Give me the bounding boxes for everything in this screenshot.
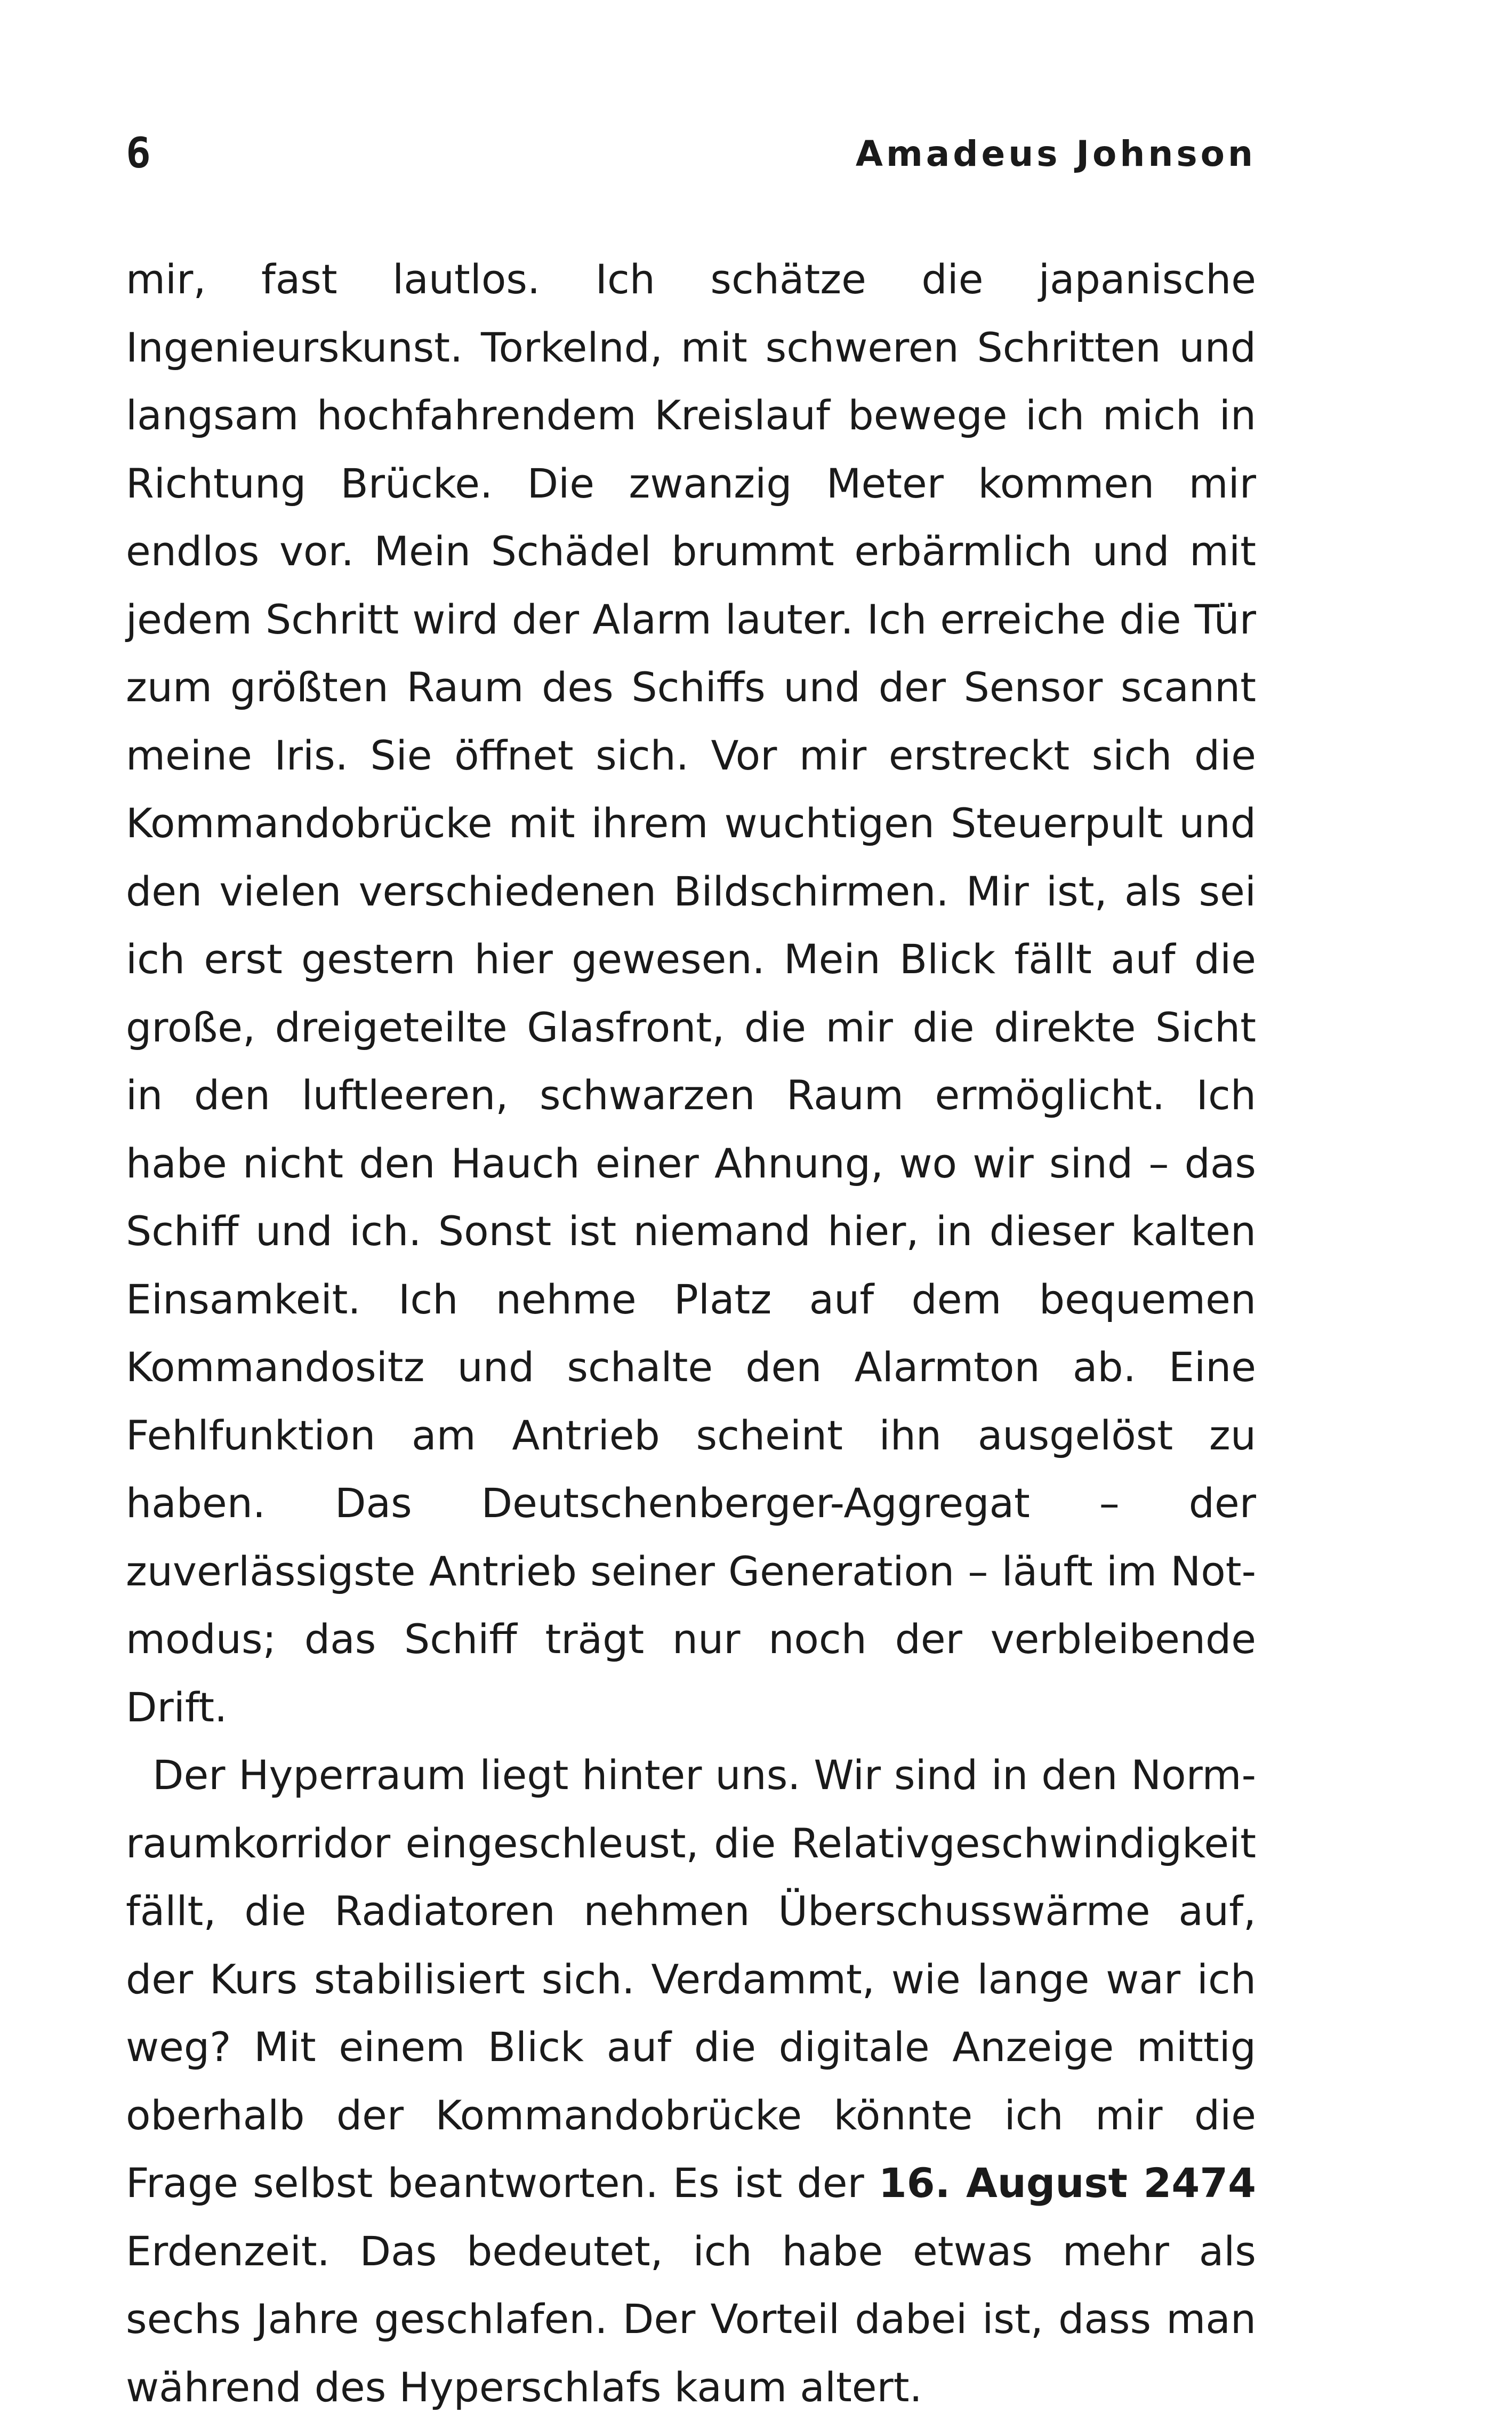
paragraph-2 bbox=[126, 1741, 1256, 2421]
paragraph-2-text-before: Der Hyperraum liegt hinter uns. Wir sind in den Normraumkorridor eingeschleust, die Relativgeschwindigkeit fällt, die Radiatoren nehmen Überschusswärme auf, der Kurs stabilisiert sich. Verdammt, wie lange war ich weg? Mit einem Blick auf die digitale Anzeige mittig oberhalb der Kommandobrücke könnte ich mir die Frage selbst beantworten. Es ist der bbox=[126, 1751, 1256, 2207]
paragraph-2-text-after: Erdenzeit. Das bedeutet, ich habe etwas mehr als sechs Jahre geschlafen. Der Vorteil dabei ist, dass man während des Hyperschlafs kaum altert. bbox=[126, 2227, 1256, 2411]
body-text bbox=[126, 245, 1256, 2421]
author-name: Amadeus Johnson bbox=[855, 133, 1256, 174]
page-number: 6 bbox=[126, 130, 153, 178]
date-emphasis: 16. August 2474 bbox=[878, 2159, 1256, 2207]
paragraph-1: mir, fast lautlos. Ich schätze die japanische Ingenieurskunst. Torkelnd, mit schweren Schritten und langsam hochfahrendem Kreislauf bewege ich mich in Richtung Brücke. Die zwanzig Meter kommen mir endlos vor. Mein Schädel brummt erbärmlich und mit jedem Schritt wird der Alarm lauter. Ich erreiche die Tür zum größten Raum des Schiffs und der Sensor scannt meine Iris. Sie öffnet sich. Vor mir erstreckt sich die Kommandobrücke mit ihrem wuchtigen Steuerpult und den vielen verschiedenen Bildschirmen. Mir ist, als sei ich erst gestern hier gewesen. Mein Blick fällt auf die große, dreigeteilte Glasfront, die mir die direkte Sicht in den luftleeren, schwarzen Raum ermöglicht. Ich habe nicht den Hauch einer Ahnung, wo wir sind – das Schiff und ich. Sonst ist niemand hier, in dieser kalten Einsamkeit. Ich nehme Platz auf dem bequemen Kommandositz und schalte den Alarmton ab. Eine Fehlfunktion am Antrieb scheint ihn ausgelöst zu haben. Das Deutschenberger-Aggregat – der zuverlässigste Antrieb seiner Generation – läuft im Notmodus; das Schiff trägt nur noch der verbleibende Drift. bbox=[126, 255, 1256, 1731]
running-header bbox=[126, 122, 1256, 186]
